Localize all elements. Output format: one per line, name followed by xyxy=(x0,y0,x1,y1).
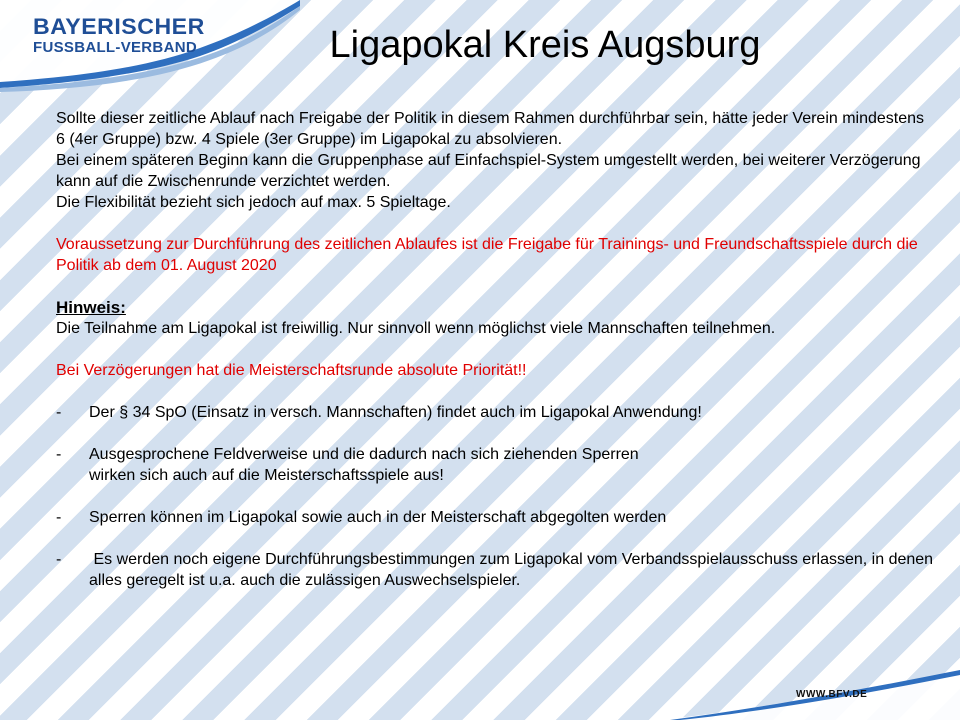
logo-line-2: FUSSBALL-VERBAND xyxy=(33,39,197,56)
slide-content xyxy=(56,108,936,591)
bullet-item xyxy=(56,507,936,528)
paragraph-schedule: Sollte dieser zeitliche Ablauf nach Freigabe der Politik in diesem Rahmen durchführbar sein, hätte jeder Verein mindestens 6 (4er Gruppe) bzw. 4 Spiele (3er Gruppe) im Ligapokal zu absolvieren. xyxy=(56,110,925,148)
paragraph-delay: Bei einem späteren Beginn kann die Gruppenphase auf Einfachspiel-System umgestellt werden, bei weiterer Verzögerung kann auf die Zwischenrunde verzichtet werden. xyxy=(56,152,921,190)
hint-text: Die Teilnahme am Ligapokal ist freiwillig. Nur sinnvoll wenn möglichst viele Mannschaften teilnehmen. xyxy=(56,320,776,337)
hint-heading: Hinweis: xyxy=(56,298,126,317)
bullet-dash: - xyxy=(56,404,62,421)
bullet-text: Es werden noch eigene Durchführungsbestimmungen zum Ligapokal vom Verbandsspielausschuss erlassen, in denen alles geregelt ist u.a. auch die zulässigen Auswechselspieler. xyxy=(89,551,938,589)
bullet-text: Sperren können im Ligapokal sowie auch in der Meisterschaft abgegolten werden xyxy=(89,509,667,526)
bullet-item xyxy=(56,402,936,423)
slide-title: Ligapokal Kreis Augsburg xyxy=(329,24,761,66)
bullet-dash: - xyxy=(56,509,62,526)
bullet-dash: - xyxy=(56,446,62,463)
logo-line-1: BAYERISCHER xyxy=(33,14,205,39)
bullet-text: Der § 34 SpO (Einsatz in versch. Mannschaften) findet auch im Ligapokal Anwendung! xyxy=(89,404,702,421)
bullet-dash: - xyxy=(56,551,62,568)
requirement-notice: Voraussetzung zur Durchführung des zeitlichen Ablaufes ist die Freigabe für Trainings- und Freundschaftsspiele durch die Politik ab dem 01. August 2020 xyxy=(56,236,918,274)
priority-notice: Bei Verzögerungen hat die Meisterschaftsrunde absolute Priorität!! xyxy=(56,362,527,379)
bullet-item xyxy=(56,444,936,486)
bullet-item xyxy=(56,549,936,591)
paragraph-flexibility: Die Flexibilität bezieht sich jedoch auf max. 5 Spieltage. xyxy=(56,194,451,211)
bullet-text: Ausgesprochene Feldverweise und die dadurch nach sich ziehenden Sperren wirken sich auch auf die Meisterschaftsspiele aus! xyxy=(89,446,639,484)
website-url: WWW.BFV.DE xyxy=(796,689,868,700)
